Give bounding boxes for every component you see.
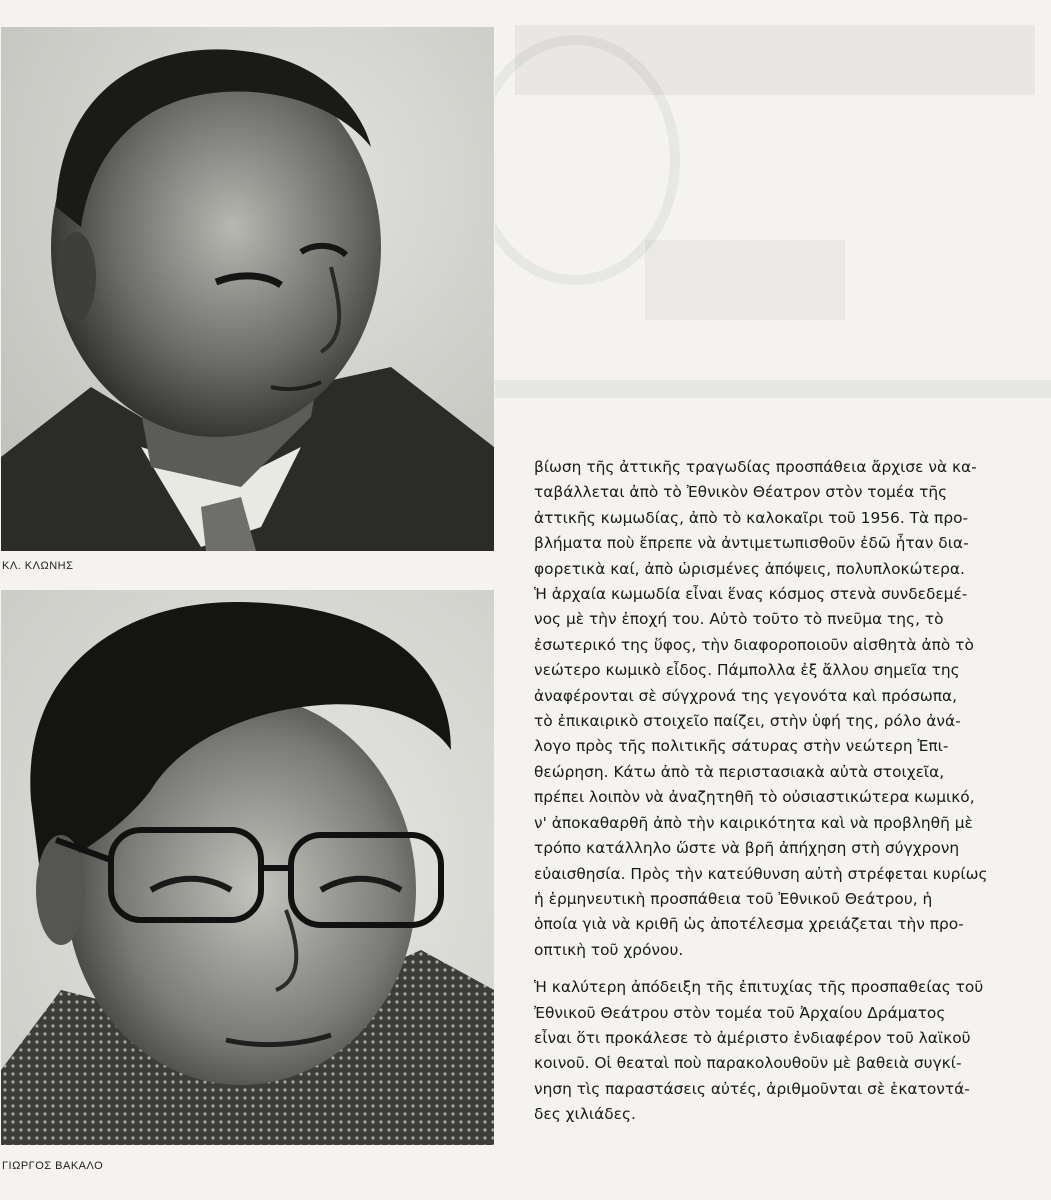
- text-line: πρέπει λοιπὸν νὰ ἀναζητηθῆ τὸ οὐσιαστικώτερα κωμικό,: [534, 788, 975, 807]
- text-line: οπτικὴ τοῦ χρόνου.: [534, 940, 684, 959]
- text-line: κοινοῦ. Οἱ θεαταὶ ποὺ παρακολουθοῦν μὲ βαθειὰ συγκί-: [534, 1054, 962, 1073]
- text-line: τὸ ἐπικαιρικὸ στοιχεῖο παίζει, στὴν ὑφή της, ρόλο ἀνά-: [534, 712, 961, 731]
- text-line: εἶναι ὅτι προκάλεσε τὸ ἀμέριστο ἐνδιαφέρον τοῦ λαϊκοῦ: [534, 1028, 971, 1047]
- text-line: ἀναφέρονται σὲ σύγχρονά της γεγονότα καὶ πρόσωπα,: [534, 686, 958, 705]
- text-line: ἀττικῆς κωμωδίας, ἀπὸ τὸ καλοκαῖρι τοῦ 1956. Τὰ προ-: [534, 508, 969, 527]
- text-line: βίωση τῆς ἀττικῆς τραγωδίας προσπάθεια ἄρχισε νὰ κα-: [534, 458, 977, 476]
- portrait-photo-klonis: [1, 27, 494, 551]
- portrait-klonis-image: [1, 27, 494, 551]
- text-line: φορετικὰ καί, ἀπὸ ὡρισμένες ἀπόψεις, πολυπλοκώτερα.: [534, 559, 965, 578]
- text-line: θεώρηση. Κάτω ἀπὸ τὰ περιστασιακὰ αὐτὰ στοιχεῖα,: [534, 762, 945, 781]
- text-line: εὐαισθησία. Πρὸς τὴν κατεύθυνση αὐτὴ στρέφεται κυρίως: [534, 864, 988, 883]
- text-line: δες χιλιάδες.: [534, 1105, 636, 1124]
- text-line: ἡ ἑρμηνευτικὴ προσπάθεια τοῦ Ἐθνικοῦ Θεάτρου, ἡ: [534, 889, 933, 908]
- caption-photo-1: ΚΛ. ΚΛΩΝΗΣ: [2, 560, 74, 572]
- text-line: βλήματα ποὺ ἔπρεπε νὰ ἀντιμετωπισθοῦν ἐδῶ ἦταν δια-: [534, 534, 969, 553]
- bleed-through-shadow: [495, 0, 1051, 460]
- text-line: Ἡ ἀρχαία κωμωδία εἶναι ἕνας κόσμος στενὰ συνδεδεμέ-: [534, 585, 968, 604]
- text-line: Ἡ καλύτερη ἀπόδειξη τῆς ἐπιτυχίας τῆς προσπαθείας τοῦ: [534, 978, 984, 997]
- text-line: ὁποία γιὰ νὰ κριθῆ ὡς ἀποτέλεσμα χρειάζεται τὴν προ-: [534, 915, 964, 934]
- portrait-vakalo-image: [1, 590, 494, 1145]
- article-paragraph-2: [534, 975, 1030, 1127]
- text-line: ταβάλλεται ἀπὸ τὸ Ἐθνικὸν Θέατρον στὸν τομέα τῆς: [534, 483, 948, 502]
- text-line: τρόπο κατάλληλο ὥστε νὰ βρῆ ἀπήχηση στὴ σύγχρονη: [534, 839, 960, 858]
- text-line: Ἐθνικοῦ Θεάτρου στὸν τομέα τοῦ Ἀρχαίου Δράματος: [534, 1003, 946, 1022]
- article-body: [534, 455, 1030, 1128]
- article-paragraph-1: [534, 455, 1030, 963]
- text-line: νηση τὶς παραστάσεις αὐτές, ἀριθμοῦνται σὲ ἑκατοντά-: [534, 1079, 970, 1098]
- text-line: ν' ἀποκαθαρθῆ ἀπὸ τὴν καιρικότητα καὶ νὰ προβληθῆ μὲ: [534, 813, 973, 832]
- text-line: νεώτερο κωμικὸ εἶδος. Πάμπολλα ἐξ ἄλλου σημεῖα της: [534, 661, 960, 680]
- text-line: λογο πρὸς τῆς πολιτικῆς σάτυρας στὴν νεώτερη Ἐπι-: [534, 737, 949, 756]
- caption-photo-2: ΓΙΩΡΓΟΣ ΒΑΚΑΛΟ: [2, 1160, 104, 1172]
- text-line: ἐσωτερικό της ὕφος, τὴν διαφοροποιοῦν αἰσθητὰ ἀπὸ τὸ: [534, 635, 974, 654]
- portrait-photo-vakalo: [1, 590, 494, 1145]
- text-line: νος μὲ τὴν ἐποχή του. Αὐτὸ τοῦτο τὸ πνεῦμα της, τὸ: [534, 610, 944, 629]
